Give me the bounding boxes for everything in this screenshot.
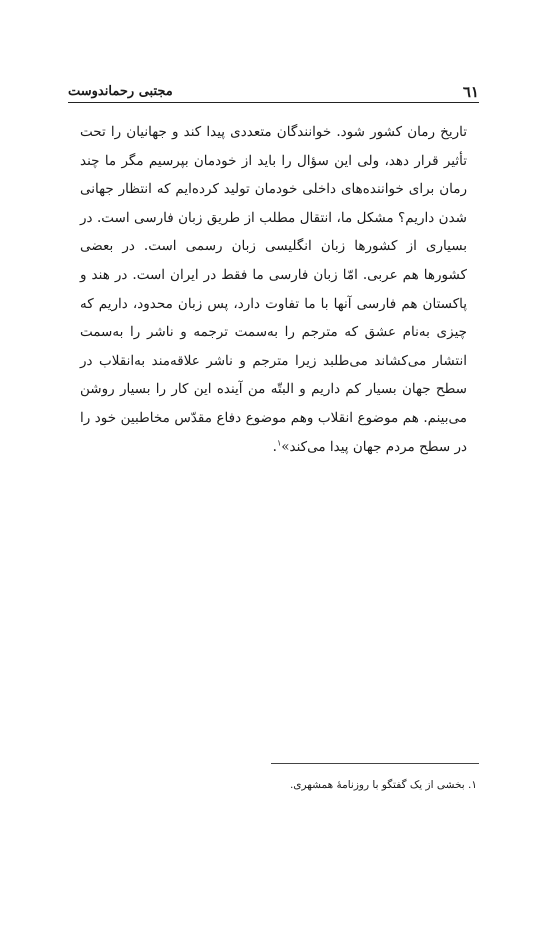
footnote-reference: ۱ [276,438,282,448]
body-text: تاریخ رمان کشور شود. خوانندگان متعددی پیدا کند و جهانیان را تحت تأثیر قرار دهد، ولی این سؤال را باید از خودمان بپرسیم مگر ما چند رمان برای خوانندەهای داخلی خودمان تولید کردەایم که انتظار جهانی شدن داریم؟ مشکل ما، انتقال مطلب از طریق زبان فارسی است. در بسیاری از کشورها زبان انگلیسی زبان رسمی است. در بعضی کشورها هم عربی. امّا زبان فارسی ما فقط در ایران است. در هند و پاکستان هم فارسی آنها با ما تفاوت دارد، پس زبان محدود، داریم که چیزی به‌نام عشق که مترجم را به‌سمت ترجمه و ناشر را به‌سمت انتشار می‌کشاند می‌طلبد زیرا مترجم و ناشر علاقه‌مند به‌انقلاب در سطح جهان بسیار کم داریم و البتّه من آینده این کار را بسیار روشن می‌بینم. هم موضوع انقلاب وهم موضوع دفاع مقدّس مخاطبین خود را در سطح مردم جهان پیدا می‌کند» [80,124,467,455]
running-title: مجتبی رحماندوست [68,84,173,99]
body-paragraph: تاریخ رمان کشور شود. خوانندگان متعددی پیدا کند و جهانیان را تحت تأثیر قرار دهد، ولی این سؤال را باید از خودمان بپرسیم مگر ما چند رمان برای خوانندەهای داخلی خودمان تولید کردەایم که انتظار جهانی شدن داریم؟ مشکل ما، انتقال مطلب از طریق زبان فارسی است. در بسیاری از کشورها زبان انگلیسی زبان رسمی است. در بعضی کشورها هم عربی. امّا زبان فارسی ما فقط در ایران است. در هند و پاکستان هم فارسی آنها با ما تفاوت دارد، پس زبان محدود، داریم که چیزی به‌نام عشق که مترجم را به‌سمت ترجمه و ناشر را به‌سمت انتشار می‌کشاند می‌طلبد زیرا مترجم و ناشر علاقه‌مند به‌انقلاب در سطح جهان بسیار کم داریم و البتّه من آینده این کار را بسیار روشن می‌بینم. هم موضوع انقلاب وهم موضوع دفاع مقدّس مخاطبین خود را در سطح مردم جهان پیدا می‌کند»$^۱$. [80,124,467,455]
page-header [68,78,479,102]
footnote: ۱. بخشی از یک گفتگو با روزنامهٔ همشهری. [289,779,477,791]
footnote-rule [271,763,479,764]
header-rule [68,102,479,103]
page-number: ٦١ [462,83,479,101]
